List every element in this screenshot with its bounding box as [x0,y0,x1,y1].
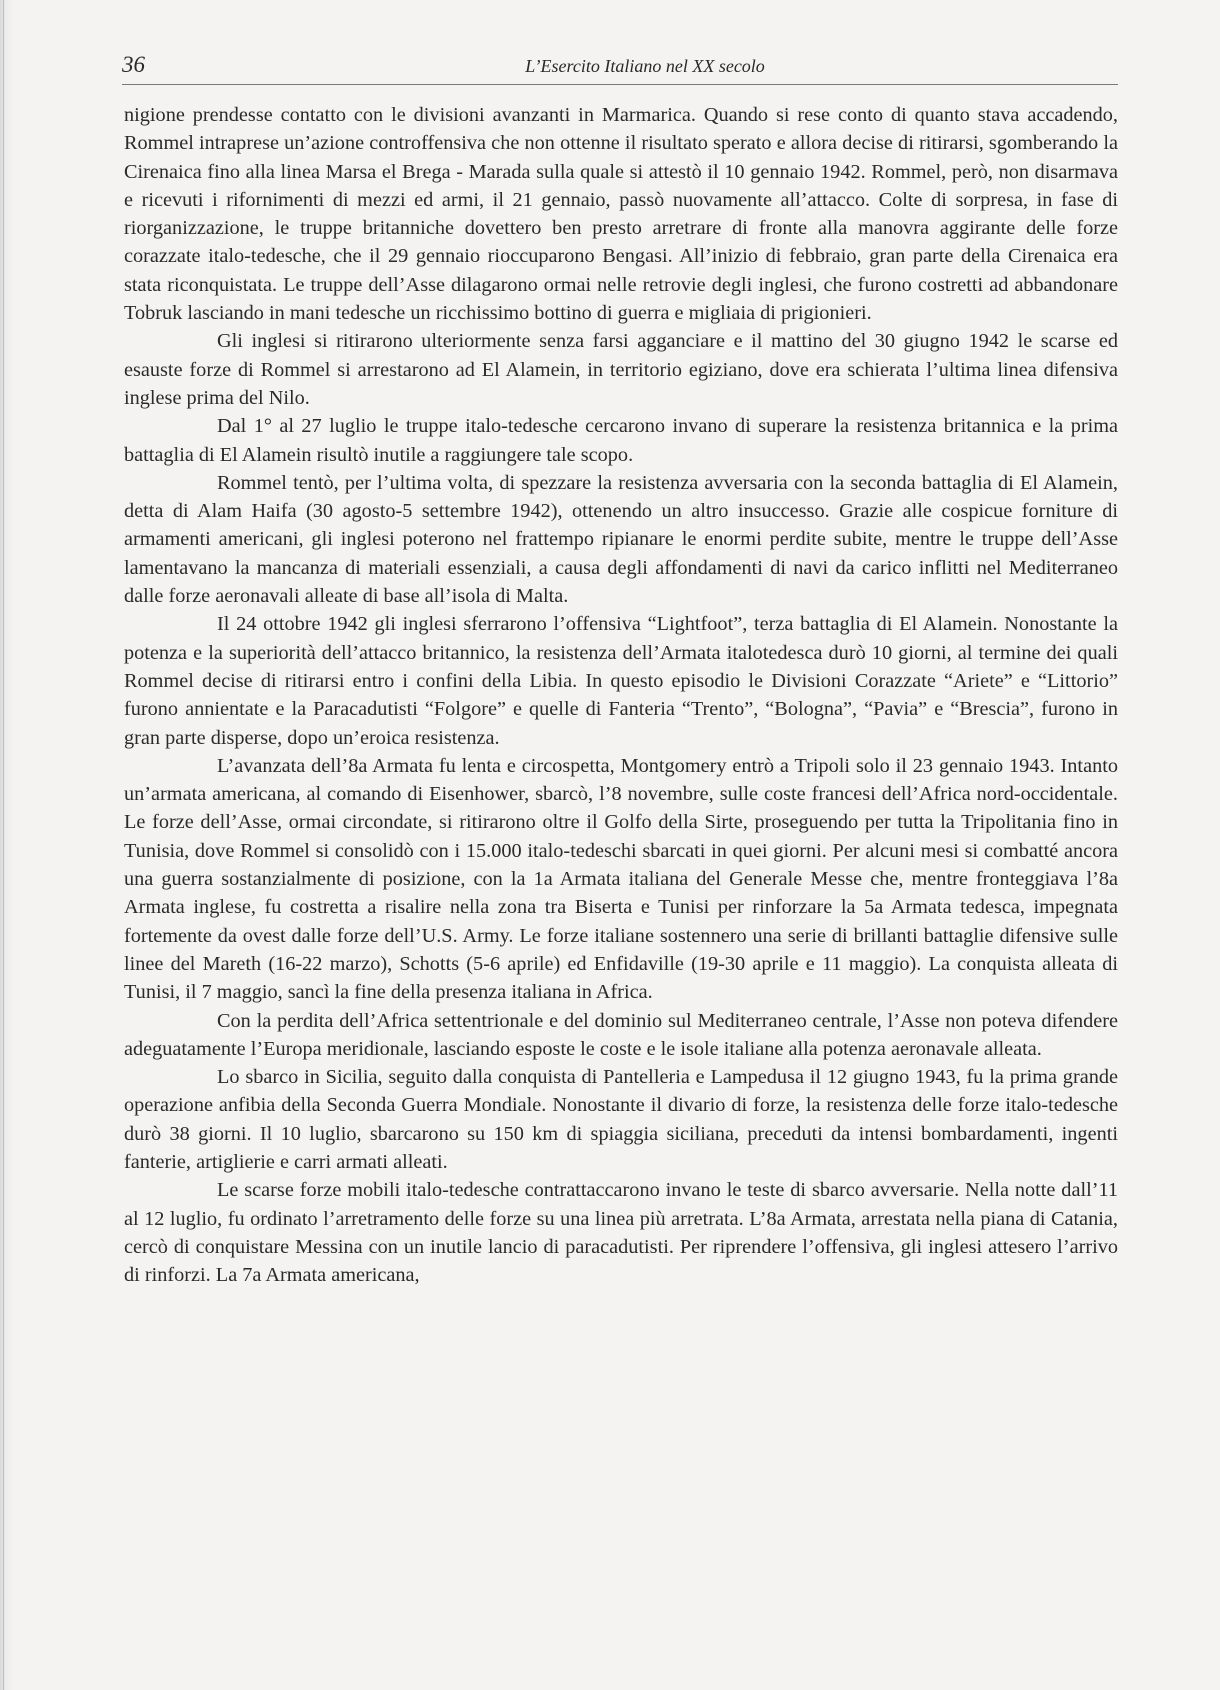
paragraph: nigione prendesse contatto con le divisioni avanzanti in Marmarica. Quando si rese conto di quanto stava accadendo, Rommel intraprese un’azione controffensiva che non ottenne il risultato sperato e allora decise di ritirarsi, sgomberando la Cirenaica fino alla linea Marsa el Brega - Marada sulla quale si attestò il 10 gennaio 1942. Rommel, però, non disarmava e ricevuti i rifornimenti di mezzi ed armi, il 21 gennaio, passò nuovamente all’attacco. Colte di sorpresa, in fase di riorganizzazione, le truppe britanniche dovettero ben presto arretrare di fronte alla manovra aggirante delle forze corazzate italo-tedesche, che il 29 gennaio rioccuparono Bengasi. All’inizio di febbraio, gran parte della Cirenaica era stata riconquistata. Le truppe dell’Asse dilagarono ormai nelle retrovie degli inglesi, che furono costretti ad abbandonare Tobruk lasciando in mani tedesche un ricchissimo bottino di guerra e migliaia di prigionieri. [124,104,1118,325]
paragraph: Lo sbarco in Sicilia, seguito dalla conquista di Pantelleria e Lampedusa il 12 giugno 1943, fu la prima grande operazione anfibia della Seconda Guerra Mondiale. Nonostante il divario di forze, la resistenza delle forze italo-tedesche durò 38 giorni. Il 10 luglio, sbarcarono su 150 km di spiaggia siciliana, preceduti da intensi bombardamenti, ingenti fanterie, artiglierie e carri armati alleati. [124,1066,1118,1173]
paragraph: L’avanzata dell’8a Armata fu lenta e circospetta, Montgomery entrò a Tripoli solo il 23 gennaio 1943. Intanto un’armata americana, al comando di Eisenhower, sbarcò, l’8 novembre, sulle coste francesi dell’Africa nord-occidentale. Le forze dell’Asse, ormai circondate, si ritirarono oltre il Golfo della Sirte, proseguendo per tutta la Tripolitania fino in Tunisia, dove Rommel si consolidò con i 15.000 italo-tedeschi sbarcati in quei giorni. Per alcuni mesi si combatté ancora una guerra sostanzialmente di posizione, con la 1a Armata italiana del Generale Messe che, mentre fronteggiava l’8a Armata inglese, fu costretta a risalire nella zona tra Biserta e Tunisi per rinforzare la 5a Armata tedesca, impegnata fortemente da ovest dalle forze dell’U.S. Army. Le forze italiane sostennero una serie di brillanti battaglie difensive sulle linee del Mareth (16-22 marzo), Schotts (5-6 aprile) ed Enfidaville (19-30 aprile e 11 maggio). La conquista alleata di Tunisi, il 7 maggio, sancì la fine della presenza italiana in Africa. [124,754,1118,1004]
paragraph: Dal 1° al 27 luglio le truppe italo-tedesche cercarono invano di superare la resistenza britannica e la prima battaglia di El Alamein risultò inutile a raggiungere tale scopo. [124,415,1118,466]
paragraph: Con la perdita dell’Africa settentrionale e del dominio sul Mediterraneo centrale, l’Asse non poteva difendere adeguatamente l’Europa meridionale, lasciando esposte le coste e le isole italiane alla potenza aeronavale alleata. [124,1009,1118,1060]
paragraph: Gli inglesi si ritirarono ulteriormente senza farsi agganciare e il mattino del 30 giugno 1942 le scarse ed esauste forze di Rommel si arrestarono ad El Alamein, in territorio egiziano, dove era schierata l’ultima linea difensiva inglese prima del Nilo. [124,330,1118,409]
paragraph: Il 24 ottobre 1942 gli inglesi sferrarono l’offensiva “Lightfoot”, terza battaglia di El Alamein. Nonostante la potenza e la superiorità dell’attacco britannico, la resistenza dell’Armata italotedesca durò 10 giorni, al termine dei quali Rommel decise di ritirarsi entro i confini della Libia. In questo episodio le Divisioni Corazzate “Ariete” e “Littorio” furono annientate e la Paracadutisti “Folgore” e quelle di Fanteria “Trento”, “Bologna”, “Pavia” e “Brescia”, furono in gran parte disperse, dopo un’eroica resistenza. [124,613,1118,749]
page-header [122,48,1118,88]
body-text [124,101,1118,1289]
running-title: L’Esercito Italiano nel XX secolo [525,56,765,76]
paragraph: Rommel tentò, per l’ultima volta, di spezzare la resistenza avversaria con la seconda battaglia di El Alamein, detta di Alam Haifa (30 agosto-5 settembre 1942), ottenendo un altro insuccesso. Grazie alle cospicue forniture di armamenti americani, gli inglesi poterono nel frattempo ripianare le enormi perdite subite, mentre le truppe dell’Asse lamentavano la mancanza di materiali essenziali, a causa degli affondamenti di navi da carico inflitti nel Mediterraneo dalle forze aeronavali alleate di base all’isola di Malta. [124,471,1118,608]
page-binding-line [3,0,4,1690]
page-number: 36 [122,52,145,77]
paragraph: Le scarse forze mobili italo-tedesche contrattaccarono invano le teste di sbarco avversarie. Nella notte dall’11 al 12 luglio, fu ordinato l’arretramento delle forze su una linea più arretrata. L’8a Armata, arrestata nella piana di Catania, cercò di conquistare Messina con un inutile lancio di paracadutisti. Per riprendere l’offensiva, gli inglesi attesero l’arrivo di rinforzi. La 7a Armata americana, [124,1179,1118,1287]
header-rule [122,84,1118,85]
